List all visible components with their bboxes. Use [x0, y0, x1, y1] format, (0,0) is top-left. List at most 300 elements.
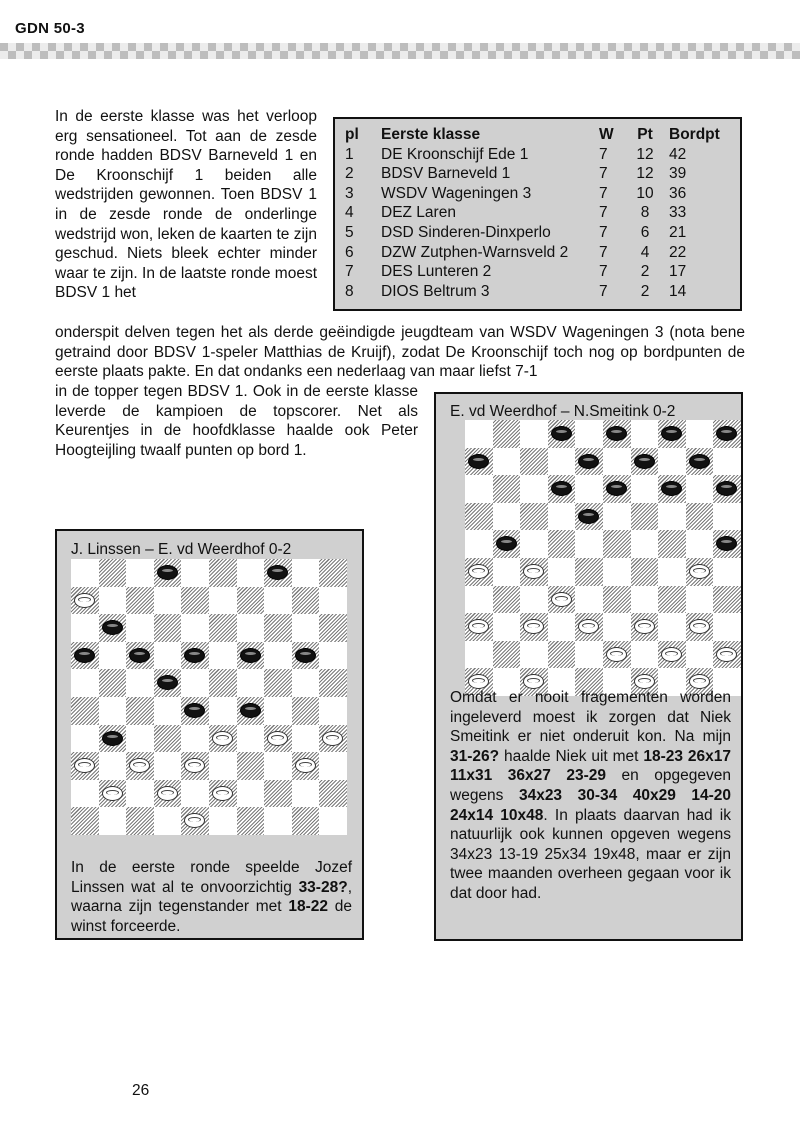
game2-square	[548, 448, 576, 476]
game2-square	[686, 530, 714, 558]
game1-board	[71, 559, 347, 835]
game1-square	[181, 752, 209, 780]
game2-square	[493, 503, 521, 531]
game1-square	[181, 807, 209, 835]
game1-square	[99, 669, 127, 697]
game2-square	[686, 641, 714, 669]
game1-square	[99, 725, 127, 753]
game2-square	[575, 641, 603, 669]
game1-square	[99, 780, 127, 808]
game2-square	[603, 420, 631, 448]
game1-square	[319, 669, 347, 697]
game2-square	[603, 558, 631, 586]
game1-square	[209, 614, 237, 642]
game1-square	[264, 780, 292, 808]
standings-cell-wins: 7	[599, 263, 608, 281]
game1-square	[209, 587, 237, 615]
game2-square	[465, 530, 493, 558]
game2-square	[713, 448, 741, 476]
game1-square	[126, 614, 154, 642]
standings-cell-board-points: 22	[669, 243, 687, 261]
game1-square	[237, 807, 265, 835]
game2-white-piece	[661, 647, 682, 662]
game2-square	[520, 586, 548, 614]
game1-square	[126, 587, 154, 615]
game1-square	[154, 697, 182, 725]
game2-square	[493, 586, 521, 614]
game1-square	[181, 780, 209, 808]
game1-square	[319, 807, 347, 835]
game1-square	[237, 725, 265, 753]
game1-square	[181, 587, 209, 615]
continuation-paragraph: onderspit delven tegen het als derde geëindigde jeugdteam van WSDV Wageningen 3 (nota bene getraind door BDSV 1-speler Matthias de Kruijf), zodat De Kroonschijf toch nog op bordpunten de eerste plaats pakte. En dat ondanks een nederlaag van maar liefst 7-1	[55, 324, 745, 381]
game1-black-piece	[240, 703, 261, 718]
checkered-header-strip	[0, 43, 800, 59]
game1-square	[154, 559, 182, 587]
standings-cell-team: DZW Zutphen-Warnsveld 2	[381, 243, 569, 261]
game1-square	[126, 669, 154, 697]
game2-square	[465, 586, 493, 614]
game2-square	[575, 475, 603, 503]
game2-square	[658, 586, 686, 614]
game2-white-piece	[689, 619, 710, 634]
game1-square	[319, 614, 347, 642]
game1-square	[209, 559, 237, 587]
game2-square	[658, 475, 686, 503]
game2-black-piece	[578, 454, 599, 469]
game2-square	[493, 558, 521, 586]
game1-square	[209, 697, 237, 725]
game1-square	[292, 725, 320, 753]
game1-square	[264, 587, 292, 615]
standings-cell-points: 6	[640, 223, 650, 241]
game1-caption-segment: In de eerste ronde speelde Jozef Linssen wat al te onvoorzichtig	[71, 859, 352, 896]
game1-black-piece	[157, 565, 178, 580]
game1-square	[154, 587, 182, 615]
standings-cell-points: 2	[640, 263, 650, 281]
standings-cell-board-points: 39	[669, 165, 687, 183]
standings-header-row	[345, 125, 729, 145]
game2-square	[548, 641, 576, 669]
game1-black-piece	[184, 703, 205, 718]
game1-square	[154, 807, 182, 835]
game2-black-piece	[496, 536, 517, 551]
game1-square	[181, 697, 209, 725]
game2-square	[713, 613, 741, 641]
game1-square	[71, 587, 99, 615]
standings-cell-team: WSDV Wageningen 3	[381, 184, 532, 202]
standings-cell-team: DE Kroonschijf Ede 1	[381, 145, 529, 163]
game2-square	[575, 586, 603, 614]
game2-square	[658, 613, 686, 641]
standings-cell-points: 10	[636, 184, 654, 202]
game2-white-piece	[523, 619, 544, 634]
game1-caption-segment: , waarna zijn tegenstander met	[71, 878, 352, 916]
standings-cell-board-points: 17	[669, 263, 687, 281]
game2-square	[686, 420, 714, 448]
game2-white-piece	[689, 564, 710, 579]
game2-square	[658, 448, 686, 476]
game2-square	[520, 420, 548, 448]
col-header-class: Eerste klasse	[381, 126, 481, 143]
game2-caption	[450, 688, 731, 904]
game2-square	[465, 448, 493, 476]
standings-cell-place: 3	[345, 184, 354, 202]
game2-black-piece	[716, 426, 737, 441]
game1-black-piece	[129, 648, 150, 663]
game2-square	[520, 558, 548, 586]
game1-white-piece	[212, 731, 233, 746]
game1-square	[292, 614, 320, 642]
game1-square	[237, 752, 265, 780]
game1-black-piece	[157, 675, 178, 690]
game1-white-piece	[322, 731, 343, 746]
game2-white-piece	[606, 647, 627, 662]
standings-cell-wins: 7	[599, 282, 608, 300]
standings-cell-points: 12	[636, 165, 654, 183]
game2-black-piece	[551, 426, 572, 441]
game2-square	[575, 613, 603, 641]
standings-cell-place: 8	[345, 282, 354, 300]
game2-black-piece	[468, 454, 489, 469]
game1-black-piece	[267, 565, 288, 580]
game1-square	[264, 669, 292, 697]
game2-square	[713, 475, 741, 503]
standings-table-box	[333, 117, 742, 311]
standings-cell-wins: 7	[599, 243, 608, 261]
game2-square	[603, 641, 631, 669]
game1-square	[264, 614, 292, 642]
game2-square	[658, 558, 686, 586]
game2-square	[465, 475, 493, 503]
game1-black-piece	[240, 648, 261, 663]
game1-square	[126, 642, 154, 670]
game1-square	[71, 780, 99, 808]
game2-white-piece	[468, 619, 489, 634]
standings-cell-place: 2	[345, 165, 354, 183]
game1-square	[264, 807, 292, 835]
game2-caption-segment: Omdat er nooit fragementen worden ingeleverd moest ik zorgen dat Niek Smeitink er niet onderuit kon. Na mijn	[450, 689, 731, 746]
game1-square	[126, 559, 154, 587]
game1-square	[319, 559, 347, 587]
game2-square	[631, 503, 659, 531]
standings-cell-board-points: 36	[669, 184, 687, 202]
game2-black-piece	[661, 426, 682, 441]
game1-square	[99, 559, 127, 587]
game1-title: J. Linssen – E. vd Weerdhof 0-2	[71, 541, 292, 558]
game1-square	[154, 725, 182, 753]
game1-square	[264, 725, 292, 753]
game1-square	[319, 725, 347, 753]
game2-square	[575, 503, 603, 531]
standings-cell-points: 4	[640, 243, 650, 261]
game1-square	[154, 614, 182, 642]
game2-square	[520, 448, 548, 476]
game2-square	[548, 586, 576, 614]
game1-square	[126, 780, 154, 808]
game2-white-piece	[523, 564, 544, 579]
game2-square	[548, 613, 576, 641]
game2-square	[548, 503, 576, 531]
game2-square	[686, 586, 714, 614]
game2-square	[603, 448, 631, 476]
game2-white-piece	[634, 619, 655, 634]
game2-square	[631, 475, 659, 503]
standings-cell-team: DSD Sinderen-Dinxperlo	[381, 223, 551, 241]
game1-square	[99, 614, 127, 642]
game2-square	[631, 613, 659, 641]
game2-board	[465, 420, 741, 696]
standings-cell-points: 8	[640, 204, 650, 222]
game2-square	[658, 420, 686, 448]
game2-black-piece	[578, 509, 599, 524]
game1-black-piece	[102, 731, 123, 746]
game1-square	[71, 614, 99, 642]
game2-square	[465, 420, 493, 448]
standings-cell-team: DEZ Laren	[381, 204, 456, 222]
intro-paragraph: In de eerste klasse was het verloop erg sensationeel. Tot aan de zesde ronde hadden BDSV Barneveld 1 en De Kroonschijf 1 beiden alle wedstrijden gewonnen. Toen BDSV 1 in de zesde ronde de onderlinge wedstrijd won, leken de kaarten te zijn geschud. Niets bleek echter minder waar te zijn. In de laatste ronde moest BDSV 1 het	[55, 108, 317, 302]
game2-square	[686, 558, 714, 586]
game2-square	[465, 613, 493, 641]
game1-caption-segment: 33-28?	[298, 878, 348, 896]
game2-square	[713, 503, 741, 531]
game1-square	[126, 807, 154, 835]
game2-square	[520, 503, 548, 531]
game2-square	[575, 530, 603, 558]
game1-caption-segment: de winst forceerde.	[71, 898, 352, 935]
game2-white-piece	[551, 592, 572, 607]
game1-square	[237, 780, 265, 808]
game1-square	[181, 725, 209, 753]
game2-black-piece	[689, 454, 710, 469]
game2-square	[465, 558, 493, 586]
game1-square	[99, 697, 127, 725]
game2-square	[548, 420, 576, 448]
standings-row	[345, 164, 729, 184]
game1-square	[292, 587, 320, 615]
game2-square	[493, 448, 521, 476]
game1-black-piece	[74, 648, 95, 663]
col-header-board-points: Bordpt	[669, 126, 720, 143]
standings-cell-board-points: 14	[669, 282, 687, 300]
game1-square	[209, 752, 237, 780]
standings-row	[345, 243, 729, 263]
game1-white-piece	[74, 758, 95, 773]
game1-square	[264, 559, 292, 587]
game1-square	[264, 697, 292, 725]
standings-cell-board-points: 33	[669, 204, 687, 222]
game2-black-piece	[551, 481, 572, 496]
game1-white-piece	[295, 758, 316, 773]
standings-table	[345, 125, 729, 301]
game2-black-piece	[606, 481, 627, 496]
game1-square	[181, 642, 209, 670]
game2-square	[575, 558, 603, 586]
game2-square	[603, 475, 631, 503]
game1-square	[126, 697, 154, 725]
game1-square	[209, 780, 237, 808]
standings-row	[345, 262, 729, 282]
standings-row	[345, 184, 729, 204]
game1-white-piece	[267, 731, 288, 746]
game1-square	[264, 642, 292, 670]
game2-square	[575, 448, 603, 476]
game1-square	[99, 807, 127, 835]
game1-box	[55, 529, 364, 940]
game1-square	[126, 725, 154, 753]
game1-square	[71, 642, 99, 670]
game1-square	[181, 614, 209, 642]
game1-square	[209, 642, 237, 670]
game1-white-piece	[74, 593, 95, 608]
standings-cell-place: 4	[345, 204, 354, 222]
game2-square	[548, 558, 576, 586]
game2-white-piece	[468, 564, 489, 579]
page-number: 26	[132, 1082, 150, 1099]
game2-title: E. vd Weerdhof – N.Smeitink 0-2	[450, 403, 676, 420]
game2-square	[603, 586, 631, 614]
game1-square	[264, 752, 292, 780]
game1-white-piece	[102, 786, 123, 801]
game1-white-piece	[184, 758, 205, 773]
game2-square	[575, 420, 603, 448]
game1-square	[209, 725, 237, 753]
game1-square	[99, 752, 127, 780]
game2-square	[713, 558, 741, 586]
game1-square	[292, 559, 320, 587]
standings-cell-board-points: 21	[669, 223, 687, 241]
game1-square	[237, 587, 265, 615]
game1-black-piece	[295, 648, 316, 663]
game1-square	[319, 697, 347, 725]
game1-square	[71, 752, 99, 780]
game1-square	[237, 642, 265, 670]
game2-caption-segment: 31-26?	[450, 747, 500, 765]
standings-cell-board-points: 42	[669, 145, 687, 163]
game2-square	[631, 530, 659, 558]
game2-square	[631, 586, 659, 614]
game2-square	[658, 503, 686, 531]
game1-square	[154, 752, 182, 780]
standings-cell-place: 1	[345, 145, 354, 163]
standings-cell-team: BDSV Barneveld 1	[381, 165, 511, 183]
game1-square	[181, 559, 209, 587]
left-paragraph: in de topper tegen BDSV 1. Ook in de eerste klasse leverde de kampioen de topscorer. Net als Keurentjes in de hoofdklasse haalde ook Peter Hoogteijling twaalf punten op bord 1.	[55, 383, 418, 459]
standings-row	[345, 223, 729, 243]
col-header-place: pl	[345, 126, 359, 143]
game2-square	[603, 503, 631, 531]
game1-white-piece	[129, 758, 150, 773]
game2-caption-segment: 18-23 26x17 11x31 36x27 23-29	[450, 747, 731, 785]
standings-cell-wins: 7	[599, 145, 608, 163]
game2-white-piece	[716, 647, 737, 662]
standings-cell-place: 5	[345, 223, 354, 241]
game1-square	[292, 780, 320, 808]
standings-row	[345, 203, 729, 223]
standings-cell-wins: 7	[599, 223, 608, 241]
standings-cell-team: DES Lunteren 2	[381, 263, 492, 281]
game1-square	[237, 614, 265, 642]
game1-square	[71, 697, 99, 725]
game2-black-piece	[661, 481, 682, 496]
game1-caption-segment: 18-22	[288, 898, 329, 916]
game2-square	[713, 641, 741, 669]
game2-square	[493, 530, 521, 558]
game2-square	[603, 613, 631, 641]
standings-cell-place: 6	[345, 243, 354, 261]
game1-white-piece	[184, 813, 205, 828]
standings-cell-points: 2	[640, 282, 650, 300]
game1-square	[71, 807, 99, 835]
game1-black-piece	[102, 620, 123, 635]
game2-square	[520, 641, 548, 669]
game1-square	[292, 669, 320, 697]
game2-square	[631, 420, 659, 448]
game2-square	[713, 420, 741, 448]
game1-square	[237, 559, 265, 587]
game2-square	[631, 448, 659, 476]
game1-square	[319, 642, 347, 670]
game2-square	[493, 420, 521, 448]
standings-cell-wins: 7	[599, 165, 608, 183]
game2-square	[520, 475, 548, 503]
game1-square	[319, 780, 347, 808]
game2-square	[520, 530, 548, 558]
game2-square	[548, 475, 576, 503]
game1-square	[209, 669, 237, 697]
game1-black-piece	[184, 648, 205, 663]
standings-cell-points: 12	[636, 145, 654, 163]
standings-cell-place: 7	[345, 263, 354, 281]
game1-white-piece	[212, 786, 233, 801]
game2-black-piece	[634, 454, 655, 469]
game2-white-piece	[578, 619, 599, 634]
game2-square	[493, 641, 521, 669]
standings-cell-wins: 7	[599, 184, 608, 202]
col-header-wins: W	[599, 126, 614, 143]
game2-square	[493, 613, 521, 641]
standings-cell-wins: 7	[599, 204, 608, 222]
game1-square	[71, 725, 99, 753]
game2-square	[686, 448, 714, 476]
game2-black-piece	[716, 536, 737, 551]
game2-square	[658, 641, 686, 669]
game1-square	[319, 587, 347, 615]
game2-square	[548, 530, 576, 558]
page-header: GDN 50-3	[15, 20, 85, 37]
game1-square	[154, 642, 182, 670]
game2-square	[465, 641, 493, 669]
game2-square	[631, 641, 659, 669]
game1-square	[209, 807, 237, 835]
standings-row	[345, 145, 729, 165]
game1-square	[99, 642, 127, 670]
game2-square	[686, 613, 714, 641]
game2-black-piece	[716, 481, 737, 496]
game1-square	[319, 752, 347, 780]
standings-row	[345, 282, 729, 302]
game2-square	[713, 530, 741, 558]
game1-square	[237, 697, 265, 725]
game2-square	[520, 613, 548, 641]
game2-square	[658, 530, 686, 558]
game2-caption-segment: 34x23 30-34 40x29 14-20 24x14 10x48	[450, 786, 731, 824]
game1-square	[71, 669, 99, 697]
game1-square	[292, 642, 320, 670]
game2-square	[465, 503, 493, 531]
game2-black-piece	[606, 426, 627, 441]
col-header-points: Pt	[637, 126, 653, 143]
